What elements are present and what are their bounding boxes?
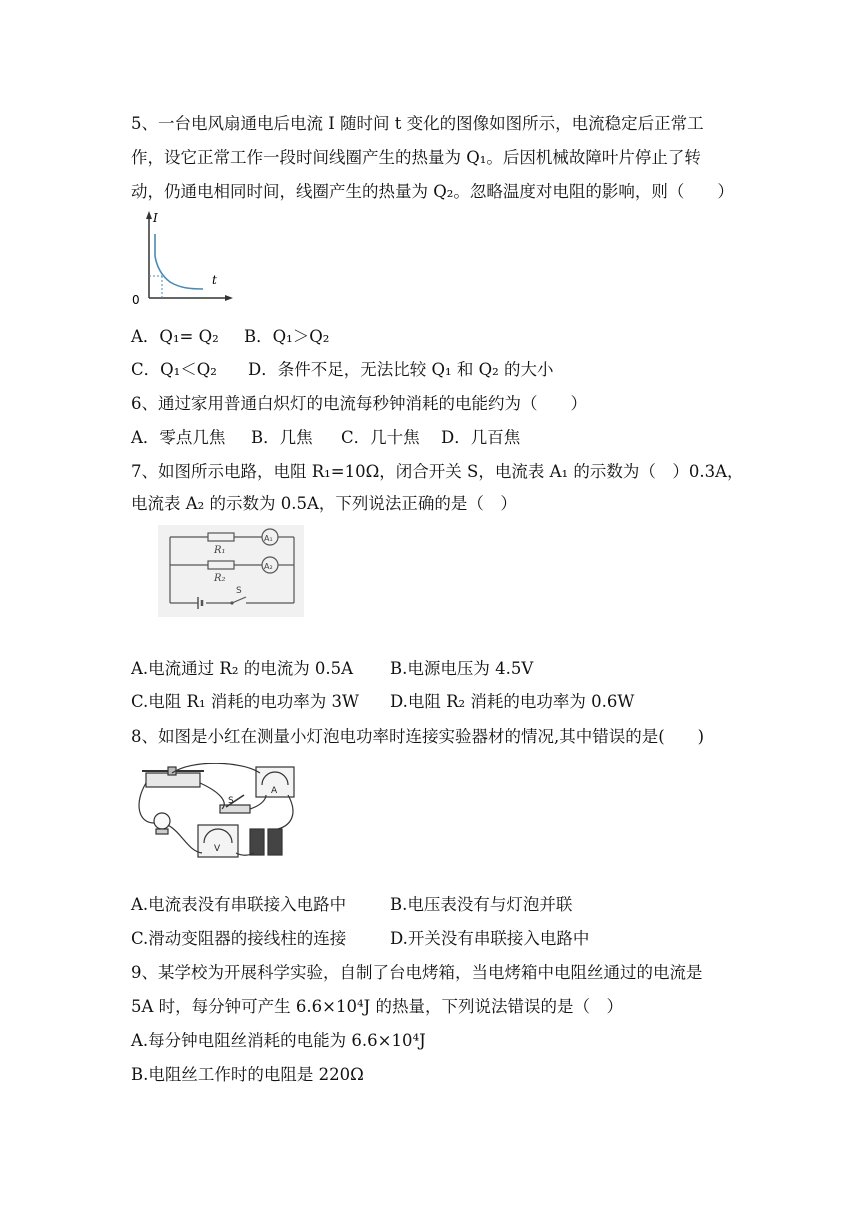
apparatus-diagram xyxy=(132,763,300,863)
q7-option-a[interactable]: A.电流通过 R₂ 的电流为 0.5A xyxy=(131,659,354,678)
wire-1 xyxy=(139,783,154,823)
battery-cell-2 xyxy=(268,829,282,855)
q8-option-d[interactable]: D.开关没有串联接入电路中 xyxy=(390,929,590,948)
graph-y-label: I xyxy=(153,211,158,225)
bulb-socket xyxy=(156,829,168,834)
battery-cell-1 xyxy=(250,829,264,855)
q6-option-d[interactable]: D．几百焦 xyxy=(441,428,521,447)
q5-option-a[interactable]: A．Q₁= Q₂ xyxy=(131,327,219,346)
graph-origin-label: 0 xyxy=(132,293,140,307)
q9-option-b[interactable]: B.电阻丝工作时的电阻是 220Ω xyxy=(131,1065,364,1084)
q5-option-b[interactable]: B．Q₁＞Q₂ xyxy=(244,327,330,346)
circuit-diagram xyxy=(158,525,304,617)
current-time-graph xyxy=(128,208,238,308)
q5-line-2: 作，设它正常工作一段时间线圈产生的热量为 Q₁。后因机械故障叶片停止了转 xyxy=(131,148,701,167)
q5-line-3: 动，仍通电相同时间，线圈产生的热量为 Q₂。忽略温度对电阻的影响，则（ ） xyxy=(131,182,734,201)
switch-pivot xyxy=(230,601,233,604)
apparatus-switch-label: S xyxy=(228,796,234,806)
q6-option-b[interactable]: B．几焦 xyxy=(251,428,313,447)
label-switch: S xyxy=(236,586,242,596)
apparatus-voltmeter-label: V xyxy=(214,844,221,854)
apparatus-ammeter-label: A xyxy=(271,786,278,796)
label-r1: R₁ xyxy=(214,545,226,556)
q8-option-a[interactable]: A.电流表没有串联接入电路中 xyxy=(131,895,347,914)
q8-option-b[interactable]: B.电压表没有与灯泡并联 xyxy=(390,895,573,914)
q6-line-1: 6、通过家用普通白炽灯的电流每秒钟消耗的电能约为（ ） xyxy=(131,394,587,413)
wire-4 xyxy=(168,825,202,853)
graph-x-arrow xyxy=(225,295,233,301)
q7-line-2: 电流表 A₂ 的示数为 0.5A，下列说法正确的是（ ） xyxy=(131,494,517,513)
graph-y-arrow xyxy=(146,211,152,219)
q5-line-1: 5、一台电风扇通电后电流 I 随时间 t 变化的图像如图所示，电流稳定后正常工 xyxy=(131,114,704,133)
label-a2: A₂ xyxy=(264,562,273,571)
label-r2: R₂ xyxy=(214,573,226,584)
q9-option-a[interactable]: A.每分钟电阻丝消耗的电能为 6.6×10⁴J xyxy=(131,1031,426,1050)
bulb-glass xyxy=(154,813,170,829)
q5-option-d[interactable]: D．条件不足，无法比较 Q₁ 和 Q₂ 的大小 xyxy=(248,360,554,379)
q7-option-c[interactable]: C.电阻 R₁ 消耗的电功率为 3W xyxy=(131,692,360,711)
graph-x-label: t xyxy=(212,273,217,287)
q6-option-a[interactable]: A．零点几焦 xyxy=(131,428,226,447)
q7-line-1: 7、如图所示电路，电阻 R₁=10Ω，闭合开关 S，电流表 A₁ 的示数为（ ）0.3A， xyxy=(131,462,744,481)
label-a1: A₁ xyxy=(264,534,273,543)
q9-line-1: 9、某学校为开展科学实验，自制了台电烤箱，当电烤箱中电阻丝通过的电流是 xyxy=(131,963,703,982)
wire-6 xyxy=(278,795,293,829)
q6-option-c[interactable]: C．几十焦 xyxy=(341,428,420,447)
q5-option-c[interactable]: C．Q₁＜Q₂ xyxy=(131,360,217,379)
q8-option-c[interactable]: C.滑动变阻器的接线柱的连接 xyxy=(131,929,347,948)
q7-option-d[interactable]: D.电阻 R₂ 消耗的电功率为 0.6W xyxy=(390,692,635,711)
q9-line-2: 5A 时，每分钟可产生 6.6×10⁴J 的热量，下列说法错误的是（ ） xyxy=(131,997,623,1016)
q7-option-b[interactable]: B.电源电压为 4.5V xyxy=(390,659,534,678)
q8-line-1: 8、如图是小红在测量小灯泡电功率时连接实验器材的情况,其中错误的是( ) xyxy=(131,727,705,746)
